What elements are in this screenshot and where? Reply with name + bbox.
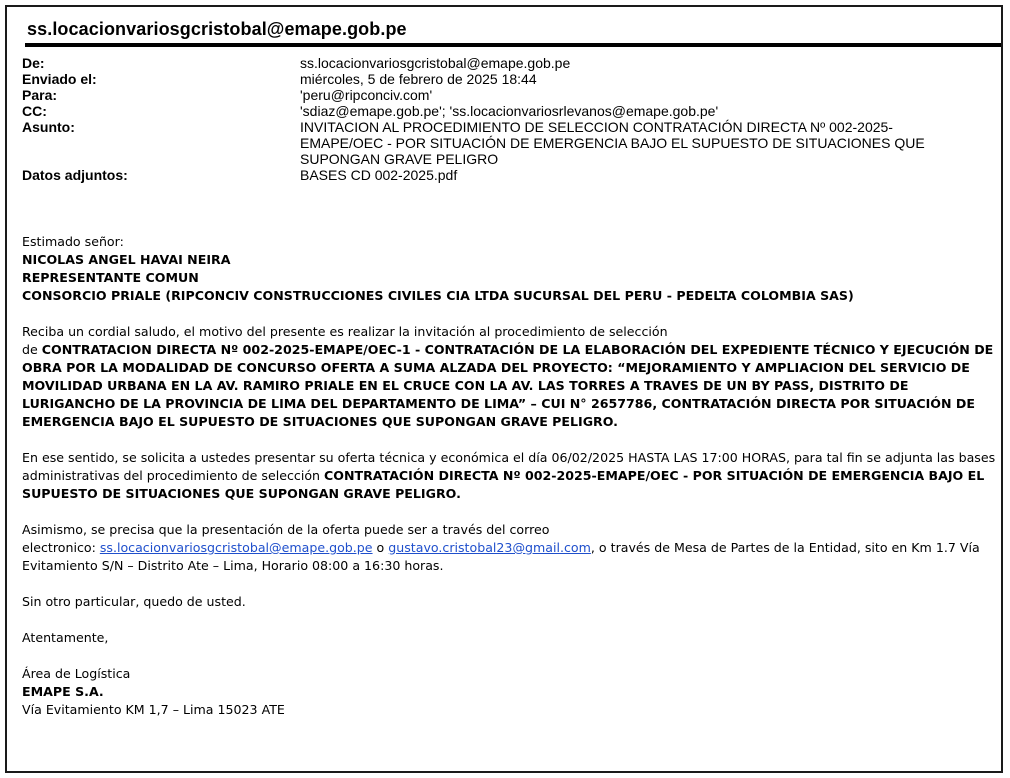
- greeting: Estimado señor:: [22, 234, 124, 249]
- header-value: INVITACION AL PROCEDIMIENTO DE SELECCION CONTRATACIÓN DIRECTA Nº 002-2025-EMAPE/OEC - POR SITUACIÓN DE EMERGENCIA BAJO EL SUPUESTO DE SITUACIONES QUE SUPONGAN GRAVE PELIGRO: [300, 119, 925, 167]
- email-link-primary[interactable]: ss.locacionvariosgcristobal@emape.gob.pe: [99, 540, 373, 555]
- paragraph-closing-remark: [22, 593, 997, 611]
- addressee-name: NICOLAS ANGEL HAVAI NEIRA: [22, 252, 231, 267]
- closing-remark: Sin otro particular, quedo de usted.: [22, 594, 246, 609]
- header-sent: [22, 71, 960, 87]
- header-subject: [22, 119, 960, 167]
- header-value: miércoles, 5 de febrero de 2025 18:44: [300, 71, 537, 87]
- paragraph-submission: [22, 521, 997, 575]
- signature-company: EMAPE S.A.: [22, 684, 104, 699]
- header-from: [22, 55, 960, 71]
- header-label: Enviado el:: [22, 71, 97, 87]
- signature-block: [22, 665, 997, 719]
- header-label: Datos adjuntos:: [22, 167, 128, 183]
- header-label: Asunto:: [22, 119, 75, 135]
- header-label: CC:: [22, 103, 47, 119]
- paragraph-invitation: [22, 323, 997, 431]
- header-cc: [22, 103, 960, 119]
- addressee-block: [22, 233, 997, 305]
- header-value: 'sdiaz@emape.gob.pe'; 'ss.locacionvariosrlevanos@emape.gob.pe': [300, 103, 719, 119]
- request-text: En ese sentido, se solicita a ustedes presentar su oferta técnica y económica el día 06/02/2025 HASTA LAS 17:00 HORAS, para tal fin se adjunta las bases administrativas del procedimiento de selección: [22, 450, 996, 483]
- email-headers: [22, 55, 960, 183]
- signature-address: Vía Evitamiento KM 1,7 – Lima 15023 ATE: [22, 702, 285, 717]
- header-label: De:: [22, 55, 45, 71]
- sender-title: ss.locacionvariosgcristobal@emape.gob.pe: [27, 19, 407, 39]
- header-value: 'peru@ripconciv.com': [300, 87, 433, 103]
- attachment-filename[interactable]: BASES CD 002-2025.pdf: [300, 167, 458, 183]
- email-body: [22, 233, 997, 737]
- title-divider: [25, 43, 1001, 47]
- addressee-organization: CONSORCIO PRIALE (RIPCONCIV CONSTRUCCIONES CIVILES CIA LTDA SUCURSAL DEL PERU - PEDELTA COLOMBIA SAS): [22, 288, 854, 303]
- header-value: ss.locacionvariosgcristobal@emape.gob.pe: [300, 55, 571, 71]
- submission-label: electronico:: [22, 540, 100, 555]
- signature-area: Área de Logística: [22, 666, 131, 681]
- submission-details: , o través de Mesa de Partes de la Entidad, sito en Km 1.7 Vía Evitamiento S/N – Distrito Ate – Lima, Horario 08:00 a 16:30 horas.: [22, 540, 980, 573]
- header-to: [22, 87, 960, 103]
- procedure-name: CONTRATACIÓN DIRECTA Nº 002-2025-EMAPE/OEC - POR SITUACIÓN DE EMERGENCIA BAJO EL SUPUESTO DE SITUACIONES QUE SUPONGAN GRAVE PELIGRO.: [22, 468, 985, 501]
- procedure-description: CONTRATACION DIRECTA Nº 002-2025-EMAPE/OEC-1 - CONTRATACIÓN DE LA ELABORACIÓN DEL EXPEDIENTE TÉCNICO Y EJECUCIÓN DE OBRA POR LA MODALIDAD DE CONCURSO OFERTA A SUMA ALZADA DEL PROYECTO: “MEJORAMIENTO Y AMPLIACION DEL SERVICIO DE MOVILIDAD URBANA EN LA AV. RAMIRO PRIALE EN EL CRUCE CON LA AV. LAS TORRES A TRAVES DE UN BY PASS, DISTRITO DE LURIGANCHO DE LA PROVINCIA DE LIMA DEL DEPARTAMENTO DE LIMA” – CUI N° 2657786, CONTRATACIÓN DIRECTA POR SITUACIÓN DE EMERGENCIA BAJO EL SUPUESTO DE SITUACIONES QUE SUPONGAN GRAVE PELIGRO.: [22, 342, 994, 429]
- invitation-intro: Reciba un cordial saludo, el motivo del presente es realizar la invitación al procedimiento de selección: [22, 324, 668, 339]
- header-attachments: [22, 167, 960, 183]
- closing: Atentamente,: [22, 630, 109, 645]
- addressee-role: REPRESENTANTE COMUN: [22, 270, 199, 285]
- paragraph-request: [22, 449, 997, 503]
- invitation-de: de: [22, 342, 42, 357]
- submission-or: o: [372, 540, 389, 555]
- header-label: Para:: [22, 87, 58, 103]
- paragraph-closing: [22, 629, 997, 647]
- submission-intro: Asimismo, se precisa que la presentación de la oferta puede ser a través del correo: [22, 522, 550, 537]
- email-link-secondary[interactable]: gustavo.cristobal23@gmail.com: [388, 540, 591, 555]
